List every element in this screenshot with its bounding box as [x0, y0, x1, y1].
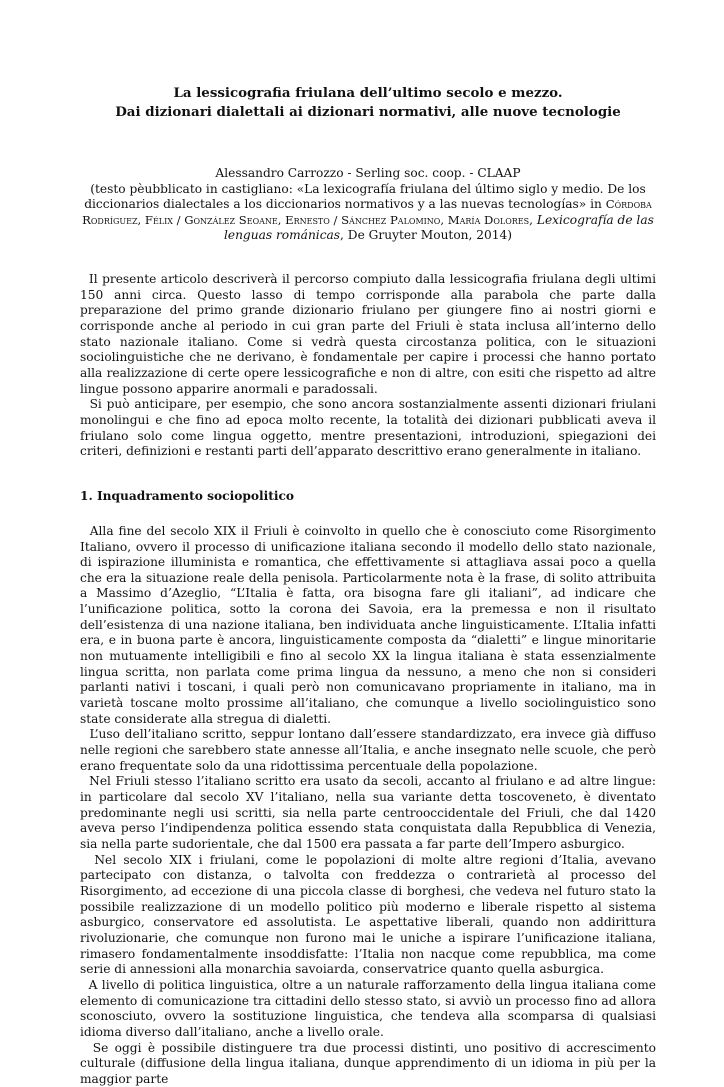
introduction: [80, 272, 656, 460]
document-page: [80, 84, 656, 1087]
section-paragraph-4: Nel secolo XIX i friulani, come le popolazioni di molte altre regioni d’Italia, avevano partecipato con distanza, o talvolta con freddezza o contrarietà al processo del Risorgimento, ad eccezione di una piccola classe di borghesi, che vedeva nel futuro stato la possibile realizzazione di un modello politico più moderno e liberale rispetto al sistema asburgico, conservatore ed assolutista. Le aspettative liberali, quando non addirittura rivoluzionarie, che comunque non furono mai le uniche a ispirare l’unificazione italiana, rimasero fondamentalmente insoddisfatte: l’Italia non nacque come repubblica, ma come serie di annessioni alla monarchia savoiarda, conservatrice quanto quella asburgica.: [80, 853, 656, 978]
intro-paragraph-2: Si può anticipare, per esempio, che sono ancora sostanzialmente assenti dizionari friulani monolingui e che fino ad epoca molto recente, la totalità dei dizionari pubblicati aveva il friulano solo come lingua oggetto, mentre presentazioni, introduzioni, spiegazioni dei criteri, definizioni e restanti parti dell’apparato descrittivo erano generalmente in italiano.: [80, 397, 656, 460]
editors: Córdoba Rodríguez, Félix / González Seoane, Ernesto / Sánchez Palomino, María Dolores: [82, 197, 652, 227]
section-paragraph-6: Se oggi è possibile distinguere tra due processi distinti, uno positivo di accrescimento culturale (diffusione della lingua italiana, dunque apprendimento di un idioma in più per la maggior parte: [80, 1041, 656, 1087]
publication-note: [80, 182, 656, 244]
title-line-2: Dai dizionari dialettali ai dizionari normativi, alle nuove tecnologie: [115, 104, 621, 120]
section-heading: 1. Inquadramento sociopolitico: [80, 489, 656, 503]
title-line-1: La lessicografia friulana dell’ultimo secolo e mezzo.: [173, 85, 562, 101]
author-affiliation: Alessandro Carrozzo - Serling soc. coop. - CLAAP: [80, 166, 656, 182]
note-open: (testo pèubblicato in castigliano: «La lexicografía friulana del último siglo y medio. De los diccionarios dialectales a los diccionarios normativos y a las nuevas tecnologías» in: [84, 182, 646, 212]
book-title: Lexicografía de las lenguas románicas: [224, 213, 654, 243]
section-paragraph-3: Nel Friuli stesso l’italiano scritto era usato da secoli, accanto al friulano e ad altre lingue: in particolare dal secolo XV l’italiano, nella sua variante detta toscoveneto, è diventato predominante negli usi scritti, sia nella parte centrooccidentale del Friuli, che dal 1420 aveva perso l’indipendenza politica essendo stata conquistata dalla Repubblica di Venezia, sia nella parte sudorientale, che dal 1500 era passata a far parte dell’Impero asburgico.: [80, 774, 656, 852]
intro-paragraph-1: Il presente articolo descriverà il percorso compiuto dalla lessicografia friulana degli ultimi 150 anni circa. Questo lasso di tempo corrisponde alla parabola che parte dalla preparazione del primo grande dizionario friulano per giungere fino ai nostri giorni e corrisponde anche al periodo in cui gran parte del Friuli è stata inclusa all’interno dello stato nazionale italiano. Come si vedrà questa circostanza politica, con le situazioni sociolinguistiche che ne derivano, è fondamentale per capire i processi che hanno portato alla realizzazione di certe opere lessicografiche e non di altre, con esiti che rispetto ad altre lingue possono apparire anormali e paradossali.: [80, 272, 656, 397]
section-body: [80, 524, 656, 1087]
section-paragraph-1: Alla fine del secolo XIX il Friuli è coinvolto in quello che è conosciuto come Risorgimento Italiano, ovvero il processo di unificazione italiana secondo il modello dello stato nazionale, di ispirazione illuminista e romantica, che effettivamente si attagliava assai poco a quella che era la situazione reale della penisola. Particolarmente nota è la frase, di solito attribuita a Massimo d’Azeglio, “L’Italia è fatta, ora bisogna fare gli italiani”, ad indicare che l’unificazione politica, sotto la corona dei Savoia, era la premessa e non il risultato dell’esistenza di una nazione italiana, ben individuata anche linguisticamente. L’Italia infatti era, e in buona parte è ancora, linguisticamente composta da “dialetti” e lingue minoritarie non mutuamente intelligibili e fino al secolo XX la lingua italiana è stata essenzialmente lingua scritta, non parlata come prima lingua da nessuno, a meno che non si consideri parlanti nativi i toscani, i quali però non comunicavano propriamente in italiano, ma in varietà toscane molto prossime all’italiano, che comunque a livello sociolinguistico sono state considerate alla stregua di dialetti.: [80, 524, 656, 728]
byline: [80, 166, 656, 244]
paper-title: [80, 84, 656, 122]
section-paragraph-2: L’uso dell’italiano scritto, seppur lontano dall’essere standardizzato, era invece già diffuso nelle regioni che sarebbero state annesse all’Italia, e anche insegnato nelle scuole, che però erano frequentate solo da una ridottissima percentuale della popolazione.: [80, 727, 656, 774]
note-close: , De Gruyter Mouton, 2014): [340, 228, 512, 242]
section-paragraph-5: A livello di politica linguistica, oltre a un naturale rafforzamento della lingua italiana come elemento di comunicazione tra cittadini dello stesso stato, si avviò un processo fino ad allora sconosciuto, ovvero la sostituzione linguistica, che tendeva alla scomparsa di qualsiasi idioma diverso dall’italiano, anche a livello orale.: [80, 978, 656, 1041]
note-comma: ,: [529, 213, 537, 227]
